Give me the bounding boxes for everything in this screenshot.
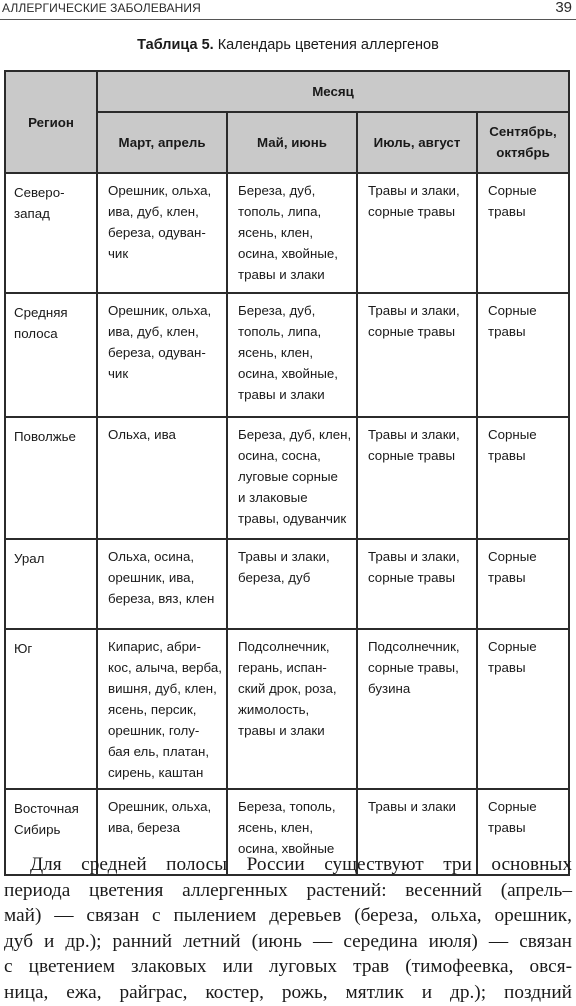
allergen-text: Травы и злаки, — [368, 427, 460, 442]
allergen-text: жимолость, — [238, 702, 310, 717]
month-column-label: Сентябрь, — [489, 124, 557, 140]
month-column-header — [97, 112, 227, 173]
region-name: полоса — [14, 326, 58, 341]
allergen-text: ива, дуб, клен, — [108, 204, 199, 219]
allergen-cell — [227, 417, 357, 539]
table-row — [5, 417, 569, 539]
allergen-text: ясень, клен, — [238, 225, 314, 240]
allergen-cell — [227, 629, 357, 789]
allergen-text: осина, хвойные — [238, 841, 335, 856]
region-cell — [5, 293, 97, 417]
paragraph-line: ница, ежа, райграс, костер, рожь, мятлик и др.); поздний — [4, 981, 572, 1003]
region-name: запад — [14, 206, 50, 221]
region-name: Юг — [14, 641, 33, 656]
allergen-text: Сорные — [488, 799, 537, 814]
table-row — [5, 173, 569, 293]
allergen-cell — [227, 539, 357, 629]
allergen-text: береза, одуван- — [108, 345, 206, 360]
allergen-text: береза, дуб — [238, 570, 311, 585]
allergen-text: травы, одуванчик — [238, 511, 347, 526]
region-name: Средняя — [14, 305, 68, 320]
paragraph-line: Для средней полосы России существуют три основных — [30, 854, 572, 875]
allergen-text: луговые сорные — [238, 469, 338, 484]
allergen-text: травы — [488, 448, 526, 463]
allergen-text: Ольха, осина, — [108, 549, 195, 564]
paragraph-line: дуб и др.); ранний летний (июнь — середина июля) — связан — [4, 930, 572, 952]
allergen-text: осина, сосна, — [238, 448, 321, 463]
allergen-text: Береза, дуб, — [238, 183, 316, 198]
allergen-text: ясень, клен, — [238, 345, 314, 360]
allergen-text: вишня, дуб, клен, — [108, 681, 217, 696]
region-name: Северо- — [14, 185, 65, 200]
allergen-cell — [477, 293, 569, 417]
running-title: АЛЛЕРГИЧЕСКИЕ ЗАБОЛЕВАНИЯ — [2, 1, 201, 15]
allergen-text: Травы и злаки — [368, 799, 456, 814]
region-header: Регион — [5, 71, 97, 173]
allergen-text: травы — [488, 660, 526, 675]
allergen-text: орешник, ива, — [108, 570, 195, 585]
region-cell — [5, 173, 97, 293]
allergen-text: Сорные — [488, 303, 537, 318]
allergen-text: береза, вяз, клен — [108, 591, 215, 606]
allergen-text: травы — [488, 570, 526, 585]
month-column-label: Май, июнь — [257, 134, 327, 150]
allergen-cell — [477, 629, 569, 789]
allergen-text: Кипарис, абри- — [108, 639, 201, 654]
paragraph-line: периода цветения аллергенных растений: весенний (апрель– — [4, 879, 572, 901]
region-cell — [5, 417, 97, 539]
allergen-cell — [97, 417, 227, 539]
allergen-text: травы — [488, 324, 526, 339]
allergen-text: ива, береза — [108, 820, 180, 835]
allergen-text: Травы и злаки, — [368, 549, 460, 564]
region-name: Восточная — [14, 801, 79, 816]
allergen-text: Сорные — [488, 639, 537, 654]
running-header — [0, 0, 576, 22]
allergen-cell — [357, 629, 477, 789]
allergen-cell — [477, 539, 569, 629]
allergen-cell — [227, 293, 357, 417]
allergen-text: герань, испан- — [238, 660, 327, 675]
allergen-text: травы и злаки — [238, 267, 325, 282]
allergen-text: сорные травы — [368, 324, 456, 339]
month-column-label: Март, апрель — [118, 134, 206, 150]
table-row — [5, 293, 569, 417]
allergen-text: сорные травы — [368, 448, 456, 463]
region-name: Поволжье — [14, 429, 76, 444]
allergen-text: осина, хвойные, — [238, 366, 338, 381]
allergen-text: Травы и злаки, — [368, 303, 460, 318]
month-column-header — [357, 112, 477, 173]
allergen-text: сорные травы, — [368, 660, 459, 675]
allergen-cell — [357, 539, 477, 629]
allergen-text: травы — [488, 204, 526, 219]
allergen-text: Орешник, ольха, — [108, 183, 212, 198]
allergen-text: Травы и злаки, — [368, 183, 460, 198]
allergen-cell — [477, 417, 569, 539]
month-column-label: октябрь — [496, 145, 550, 161]
allergen-cell — [357, 417, 477, 539]
month-header: Месяц — [97, 71, 569, 112]
allergen-text: Сорные — [488, 183, 537, 198]
allergen-text: сорные травы — [368, 570, 456, 585]
caption-text: Календарь цветения аллергенов — [213, 37, 439, 53]
allergen-text: береза, одуван- — [108, 225, 206, 240]
allergen-text: Береза, дуб, клен, — [238, 427, 352, 442]
allergen-text: чик — [108, 366, 129, 381]
allergen-text: Орешник, ольха, — [108, 799, 212, 814]
month-column-label: Июль, август — [373, 134, 461, 150]
allergen-text: ива, дуб, клен, — [108, 324, 199, 339]
allergen-cell — [357, 293, 477, 417]
allergen-text: Береза, дуб, — [238, 303, 316, 318]
month-column-header — [477, 112, 569, 173]
caption-label: Таблица 5. — [137, 37, 214, 53]
allergen-cell — [97, 539, 227, 629]
allergen-text: кос, алыча, верба, — [108, 660, 222, 675]
table-row — [5, 629, 569, 789]
allergen-text: травы — [488, 820, 526, 835]
allergen-text: Береза, тополь, — [238, 799, 336, 814]
header-rule — [0, 19, 576, 20]
allergen-cell — [357, 173, 477, 293]
allergen-cell — [97, 173, 227, 293]
allergen-cell — [97, 293, 227, 417]
region-name: Сибирь — [14, 822, 61, 837]
allergen-text: осина, хвойные, — [238, 246, 338, 261]
allergen-cell — [477, 173, 569, 293]
paragraph-line: с цветением злаковых или луговых трав (тимофеевка, овся- — [4, 956, 572, 978]
allergen-text: Подсолнечник, — [238, 639, 330, 654]
allergen-text: сирень, каштан — [108, 765, 204, 780]
allergen-text: сорные травы — [368, 204, 456, 219]
allergen-text: Орешник, ольха, — [108, 303, 212, 318]
body-paragraph — [4, 852, 572, 1006]
region-cell — [5, 629, 97, 789]
allergen-text: орешник, голу- — [108, 723, 200, 738]
allergen-text: бузина — [368, 681, 411, 696]
region-cell — [5, 539, 97, 629]
allergen-text: Сорные — [488, 427, 537, 442]
pollen-calendar-table — [4, 70, 570, 876]
allergen-text: ский дрок, роза, — [238, 681, 337, 696]
table-caption — [0, 37, 576, 53]
month-column-header — [227, 112, 357, 173]
allergen-text: и злаковые — [238, 490, 308, 505]
allergen-text: Сорные — [488, 549, 537, 564]
allergen-text: травы и злаки — [238, 723, 325, 738]
page-number: 39 — [555, 0, 572, 16]
allergen-text: Ольха, ива — [108, 427, 176, 442]
allergen-text: чик — [108, 246, 129, 261]
region-name: Урал — [14, 551, 45, 566]
allergen-text: ясень, персик, — [108, 702, 197, 717]
allergen-text: тополь, липа, — [238, 204, 322, 219]
table-row — [5, 539, 569, 629]
allergen-text: Травы и злаки, — [238, 549, 330, 564]
allergen-cell — [97, 629, 227, 789]
allergen-text: ясень, клен, — [238, 820, 314, 835]
allergen-text: Подсолнечник, — [368, 639, 460, 654]
paragraph-line: май) — связан с пылением деревьев (береза, ольха, орешник, — [4, 905, 572, 927]
allergen-text: бая ель, платан, — [108, 744, 210, 759]
allergen-cell — [227, 173, 357, 293]
allergen-text: травы и злаки — [238, 387, 325, 402]
allergen-text: тополь, липа, — [238, 324, 322, 339]
